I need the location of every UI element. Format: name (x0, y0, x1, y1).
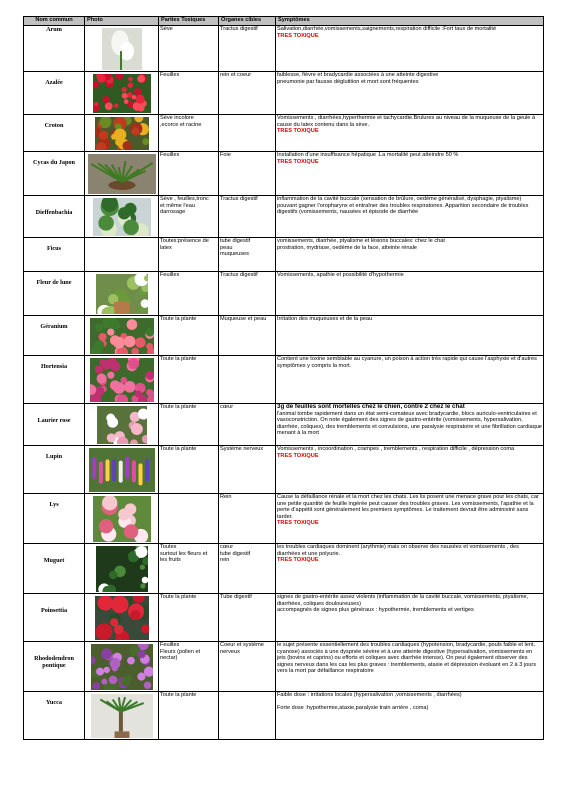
symptom-text: pneumonie par fausse déglutition et mort sont fréquentes (277, 78, 419, 85)
lys-photo (93, 496, 151, 542)
toxic-parts (159, 316, 219, 356)
plant-name: Lupin (24, 446, 85, 494)
table-row (24, 446, 544, 494)
symptoms (276, 692, 544, 740)
symptoms (276, 316, 544, 356)
toxic-part: Toute la plante (160, 356, 197, 362)
target-organs (219, 594, 276, 642)
toxic-part: Sève incolore (160, 115, 194, 121)
target-organ: Rein (220, 494, 232, 500)
lupin-photo (89, 448, 155, 492)
target-organs (219, 356, 276, 404)
symptoms (276, 272, 544, 316)
plant-name: Muguet (24, 544, 85, 594)
symptom-text: signes de gastro-entérite assez violents (inflammation de la cavité buccale, vomissements, ptyalisme, diarrhées, coliques douloureuses) (277, 594, 529, 607)
fleur-de-lune-photo (96, 274, 148, 314)
symptom-text: accompagnés de signes plus généraux : hypothermie, tremblements et vertiges (277, 607, 474, 614)
target-organ: Tractus digestif (220, 272, 258, 278)
toxic-part: latex (160, 244, 172, 251)
toxicity-warning: TRES TOXIQUE (277, 520, 319, 527)
toxic-parts (159, 152, 219, 196)
toxicity-warning: TRES TOXIQUE (277, 128, 319, 135)
table-row (24, 26, 544, 72)
symptoms (276, 152, 544, 196)
header-symptomes: Symptômes (276, 17, 544, 26)
photo-cell (85, 494, 159, 544)
plant-name: Azalée (24, 72, 85, 115)
rhododendron-photo (91, 644, 153, 690)
hortensia-photo (90, 358, 154, 402)
toxic-part: ,ecorce et racine (160, 121, 202, 128)
azalee-photo (93, 74, 151, 113)
symptoms (276, 544, 544, 594)
target-organs (219, 642, 276, 692)
symptom-text: Installation d'une insuffisance hépatique .La mortalité peut atteindre 50 % (277, 152, 459, 158)
toxic-part: Toute la plante (160, 594, 197, 600)
symptom-text: l'animal tombe rapidement dans un état semi-comateux avec bradycardie, blocs auriculo-ventriculaires et vasoconstriction. On note également des signes de gastro-entérite (vomissements, hypersalivation, diarrhée, coliques), des tremblements et convulsions, une paralysie respiratoire et une fibrillation cardiaque menant à la mort (277, 410, 542, 437)
target-organs (219, 196, 276, 238)
toxic-part: Toute la plante (160, 316, 197, 322)
symptom-text: prostration, mydriase, oedème de la face, atteinte rénale (277, 244, 417, 251)
target-organ: rein (220, 557, 230, 564)
croton-photo (95, 117, 149, 150)
table-row (24, 494, 544, 544)
toxic-part: nectar) (160, 655, 178, 662)
symptom-text: faiblesse, fièvre et bradycardie associées à une atteinte digestive (277, 72, 439, 78)
target-organs (219, 238, 276, 272)
toxic-parts (159, 26, 219, 72)
table-row (24, 404, 544, 446)
toxic-part: Feuilles (160, 152, 180, 158)
table-row (24, 692, 544, 740)
toxic-parts (159, 642, 219, 692)
symptom-text: Vomissements , diarrhées,hyperthermie et tachycardie.Brulures au niveau de la muqueuse de la geule à cause du latex contenu dans la sève. (277, 115, 536, 128)
table-row (24, 594, 544, 642)
toxic-part: Feuilles (160, 72, 180, 78)
toxic-part: Sève (160, 26, 173, 32)
symptom-text: Salivation,diarrhée,vomissements,saignements,respiration difficile :Fort taux de mortalité (277, 26, 497, 32)
header-organes-cibles: Organes cibles (219, 17, 276, 26)
toxic-parts (159, 72, 219, 115)
geranium-photo (90, 318, 154, 354)
dieffenbachia-photo (93, 198, 151, 236)
toxic-parts (159, 494, 219, 544)
table-row (24, 196, 544, 238)
plant-name: Ficus (24, 238, 85, 272)
toxic-part: Feuilles (160, 642, 180, 648)
symptoms (276, 238, 544, 272)
toxic-part: Toutes (160, 544, 177, 550)
target-organ: tube digestif (220, 238, 251, 244)
target-organ: Foie (220, 152, 231, 158)
photo-cell (85, 272, 159, 316)
target-organs (219, 544, 276, 594)
header-photo: Photo (85, 17, 159, 26)
toxic-parts (159, 115, 219, 152)
target-organs (219, 152, 276, 196)
symptom-text: vomissements, diarrhée, ptyalisme et lésions buccales: chez le chat (277, 238, 445, 244)
table-row (24, 272, 544, 316)
toxic-parts (159, 356, 219, 404)
symptom-text: pouvant gagner l'oropharynx et entraîner des troubles respiratoires. Apparition secondaire de troubles digestifs (vomissements, nausées et épisode de diarrhée (277, 202, 529, 216)
photo-cell (85, 26, 159, 72)
target-organ: tube digestif (220, 550, 251, 557)
arum-photo (102, 28, 142, 70)
plant-name: Croton (24, 115, 85, 152)
plant-name: Poinsettia (24, 594, 85, 642)
symptoms (276, 26, 544, 72)
symptoms (276, 594, 544, 642)
toxic-parts (159, 196, 219, 238)
photo-cell (85, 692, 159, 740)
cycas-photo (88, 154, 156, 194)
toxicity-warning: TRES TOXIQUE (277, 452, 319, 459)
target-organ: peau (220, 244, 233, 251)
table-row (24, 72, 544, 115)
target-organs (219, 72, 276, 115)
symptom-text: inflammation de la cavité buccale (sensation de brûlure, oedème généralisé, dysphagie, ptyalisme) (277, 196, 522, 202)
plant-name: Yucca (24, 692, 85, 740)
plant-name: Laurier rose (24, 404, 85, 446)
target-organs (219, 316, 276, 356)
symptom-text: le sujet présente essentiellement des troubles cardiaques (hypotension, bradycardie, pouls faible et lent, cyanose) associés à une dyspnée sévère et à une atteinte digestive (hypersalivation, vomissements en jets (bovins et caprins) ou efforts et coliques avec diarrhée intense). On peut également observer des signes nerveux dans les cas les plus graves : tremblements, ataxie et dépression évoluant en 2 à 3 jours vers la mort par défaillance respiratoire (277, 642, 537, 675)
photo-cell (85, 446, 159, 494)
toxic-parts (159, 692, 219, 740)
toxicity-warning: TRES TOXIQUE (277, 32, 319, 39)
toxic-parts (159, 594, 219, 642)
target-organs (219, 692, 276, 740)
symptoms (276, 115, 544, 152)
photo-cell (85, 642, 159, 692)
laurier-rose-photo (97, 406, 147, 444)
toxic-parts (159, 404, 219, 446)
toxic-part: Sève , feuilles,tronc (160, 196, 209, 202)
header-nom-commun: Nom commun (24, 17, 85, 26)
plant-name: Cycas du Japon (24, 152, 85, 196)
plant-name: Lys (24, 494, 85, 544)
toxic-parts (159, 544, 219, 594)
symptom-text: Vomissements, apathie et possibilité d'hypothermie (277, 272, 404, 278)
symptoms (276, 446, 544, 494)
toxic-part: Toute la plante (160, 446, 197, 452)
target-organ: Tube digestif (220, 594, 252, 600)
toxic-parts (159, 238, 219, 272)
symptom-text: Faible dose : irritations locales (hypersalivation ,vomissements , diarrhées) (277, 692, 462, 698)
target-organ: Tractus digestif (220, 196, 258, 202)
target-organ: Muqueuse et peau (220, 316, 267, 322)
photo-cell (85, 544, 159, 594)
photo-cell (85, 196, 159, 238)
table-row (24, 316, 544, 356)
table-row (24, 544, 544, 594)
target-organ: Tractus digestif (220, 26, 258, 32)
plant-name: Arum (24, 26, 85, 72)
toxic-part: Toute la plante (160, 692, 197, 698)
toxic-part: Toute la plante (160, 404, 197, 410)
target-organ: Coeur et système (220, 642, 264, 648)
toxic-part: et même l'eau (160, 202, 195, 209)
symptoms (276, 196, 544, 238)
target-organ: muqueuses (220, 251, 249, 258)
symptom-text: Contient une toxine semblable au cyanure, un poison à action très rapide qui cause l'asphyxie et d'autres symptômes y compris la mort. (277, 356, 537, 369)
symptom-text: les troubles cardiaques dominent (arythmie) mais on observe des nausées et vomissements , des diarrhées et une polyurie. (277, 544, 519, 557)
target-organ: rein et coeur (220, 72, 252, 78)
symptoms (276, 404, 544, 446)
symptoms (276, 494, 544, 544)
target-organs (219, 494, 276, 544)
symptom-text: Irritation des muqueuses et de la peau (277, 316, 373, 322)
symptoms-highlight: 3g de feuilles sont mortelles chez le chien, contre 2 chez le chat (277, 403, 465, 410)
toxic-parts (159, 446, 219, 494)
toxic-part: surtout les fleurs et (160, 550, 208, 557)
toxic-part: Feuilles (160, 272, 180, 278)
toxicity-warning: TRES TOXIQUE (277, 158, 319, 165)
symptoms (276, 356, 544, 404)
photo-cell (85, 115, 159, 152)
plant-name: Géranium (24, 316, 85, 356)
muguet-photo (96, 546, 148, 592)
toxic-part: darrosage (160, 209, 186, 216)
target-organ: nerveux (220, 648, 240, 655)
table-row (24, 356, 544, 404)
photo-cell (85, 316, 159, 356)
photo-cell (85, 238, 159, 272)
yucca-photo (91, 694, 153, 738)
photo-cell (85, 152, 159, 196)
toxic-part: Fleurs (pollen et (160, 648, 201, 655)
target-organ: Système nerveux (220, 446, 264, 452)
photo-cell (85, 404, 159, 446)
toxic-plants-table (23, 16, 544, 740)
photo-cell (85, 72, 159, 115)
target-organs (219, 404, 276, 446)
target-organs (219, 115, 276, 152)
symptom-text: Forte dose :hypothermie,ataxie,paralysie train arrière , coma) (277, 704, 429, 711)
symptoms (276, 642, 544, 692)
symptoms (276, 72, 544, 115)
target-organs (219, 272, 276, 316)
toxic-part: Toutes:présence de (160, 238, 209, 244)
photo-cell (85, 594, 159, 642)
toxic-part: les fruits (160, 557, 181, 564)
table-row (24, 238, 544, 272)
table-row (24, 115, 544, 152)
plant-name: Fleur de lune (24, 272, 85, 316)
plant-name: Rhododendron pontique (24, 642, 85, 692)
toxic-parts (159, 272, 219, 316)
target-organs (219, 446, 276, 494)
target-organ: cœur (220, 404, 234, 410)
toxic-plants-page (23, 16, 543, 740)
target-organs (219, 26, 276, 72)
table-row (24, 152, 544, 196)
table-header-row (24, 17, 544, 26)
symptom-text: Vomissements , incoordination , crampes , tremblements , respiration difficile , dépression coma (277, 446, 515, 452)
photo-cell (85, 356, 159, 404)
target-organ: cœur (220, 544, 234, 550)
table-row (24, 642, 544, 692)
plant-name: Dieffenbachia (24, 196, 85, 238)
poinsettia-photo (95, 596, 149, 640)
symptom-text: Cause la défaillance rénale et la mort chez les chats. Les lis posent une menace grave pour les chats, car une petite quantité de feuille ingérée peut causer des troubles graves. Les vomissements, l'apathie et la perte d'appétit sont généralement les premiers symptômes. Le traitement devrait être administré sans tarder. (277, 494, 539, 520)
header-parties-toxiques: Parties Toxiques (159, 17, 219, 26)
toxicity-warning: TRES TOXIQUE (277, 557, 319, 564)
plant-name: Hortensia (24, 356, 85, 404)
